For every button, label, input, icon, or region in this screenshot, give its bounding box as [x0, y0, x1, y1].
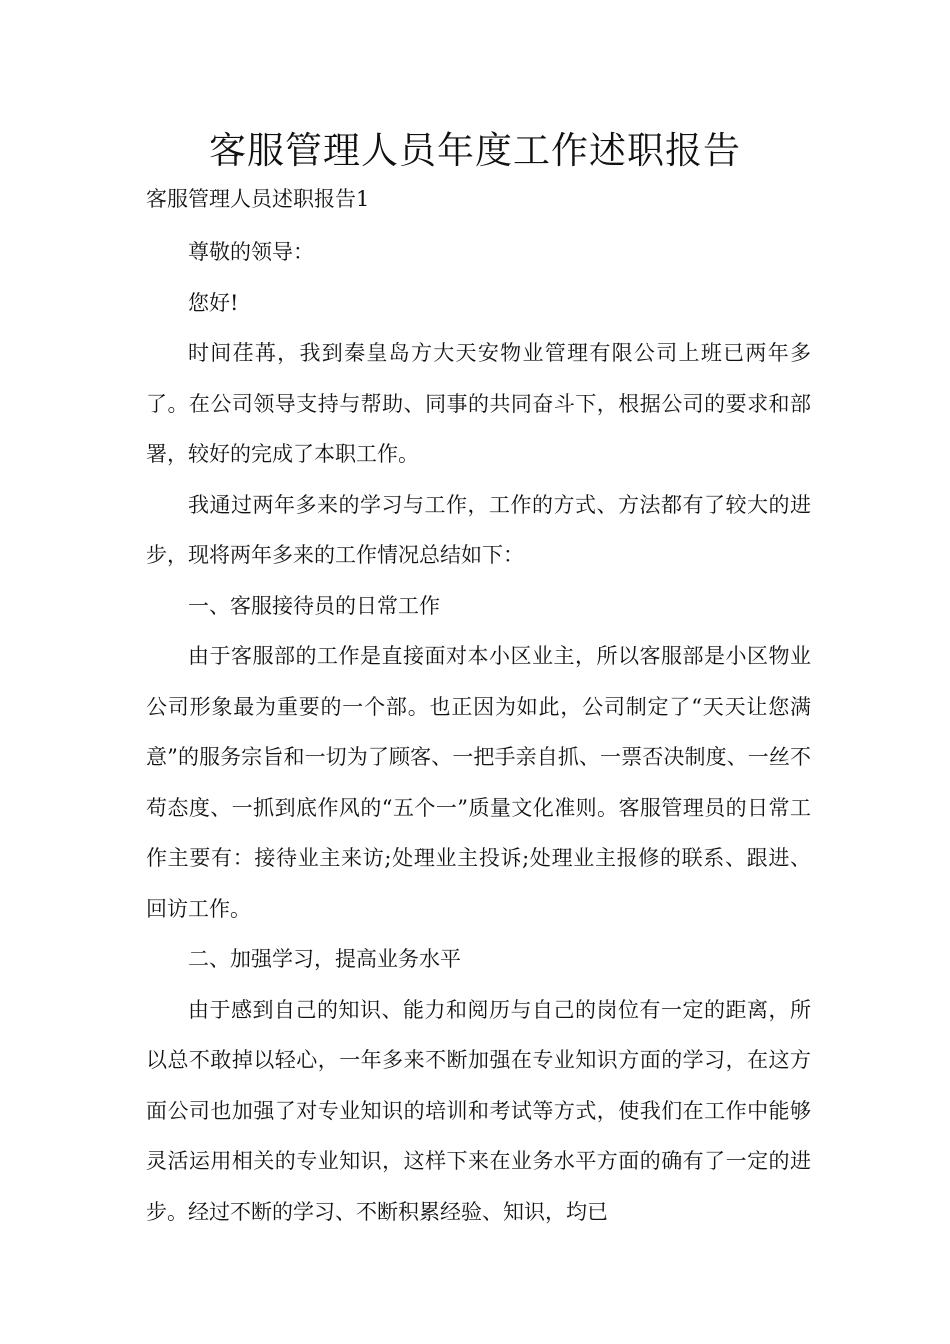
- document-title: 客服管理人员年度工作述职报告: [209, 129, 741, 172]
- section-1-paragraph: 由于客服部的工作是直接面对本小区业主，所以客服部是小区物业公司形象最为重要的一个部。也正因为如此，公司制定了“天天让您满意”的服务宗旨和一切为了顾客、一把手亲自抓、一票否决制度、一丝不苟态度、一抓到底作风的“五个一”质量文化准则。客服管理员的日常工作主要有：接待业主来访;处理业主投诉;处理业主报修的联系、跟进、回访工作。: [146, 644, 811, 921]
- greeting-paragraph: 尊敬的领导：: [188, 240, 314, 264]
- intro-paragraph: 时间荏苒，我到秦皇岛方大天安物业管理有限公司上班已两年多了。在公司领导支持与帮助、同事的共同奋斗下，根据公司的要求和部署，较好的完成了本职工作。: [146, 341, 811, 466]
- document-body: [146, 227, 811, 1237]
- section-heading-2: 二、加强学习，提高业务水平: [188, 947, 461, 971]
- summary-intro-paragraph: 我通过两年多来的学习与工作，工作的方式、方法都有了较大的进步，现将两年多来的工作情况总结如下：: [146, 492, 811, 567]
- salutation-paragraph: 您好!: [188, 290, 239, 315]
- section-2-paragraph: 由于感到自己的知识、能力和阅历与自己的岗位有一定的距离，所以总不敢掉以轻心，一年多来不断加强在专业知识方面的学习，在这方面公司也加强了对专业知识的培训和考试等方式，使我们在工作中能够灵活运用相关的专业知识，这样下来在业务水平方面的确有了一定的进步。经过不断的学习、不断积累经验、知识，均已: [146, 997, 811, 1224]
- section-heading-1: 一、客服接待员的日常工作: [188, 593, 440, 618]
- document-subtitle: 客服管理人员述职报告1: [146, 187, 370, 211]
